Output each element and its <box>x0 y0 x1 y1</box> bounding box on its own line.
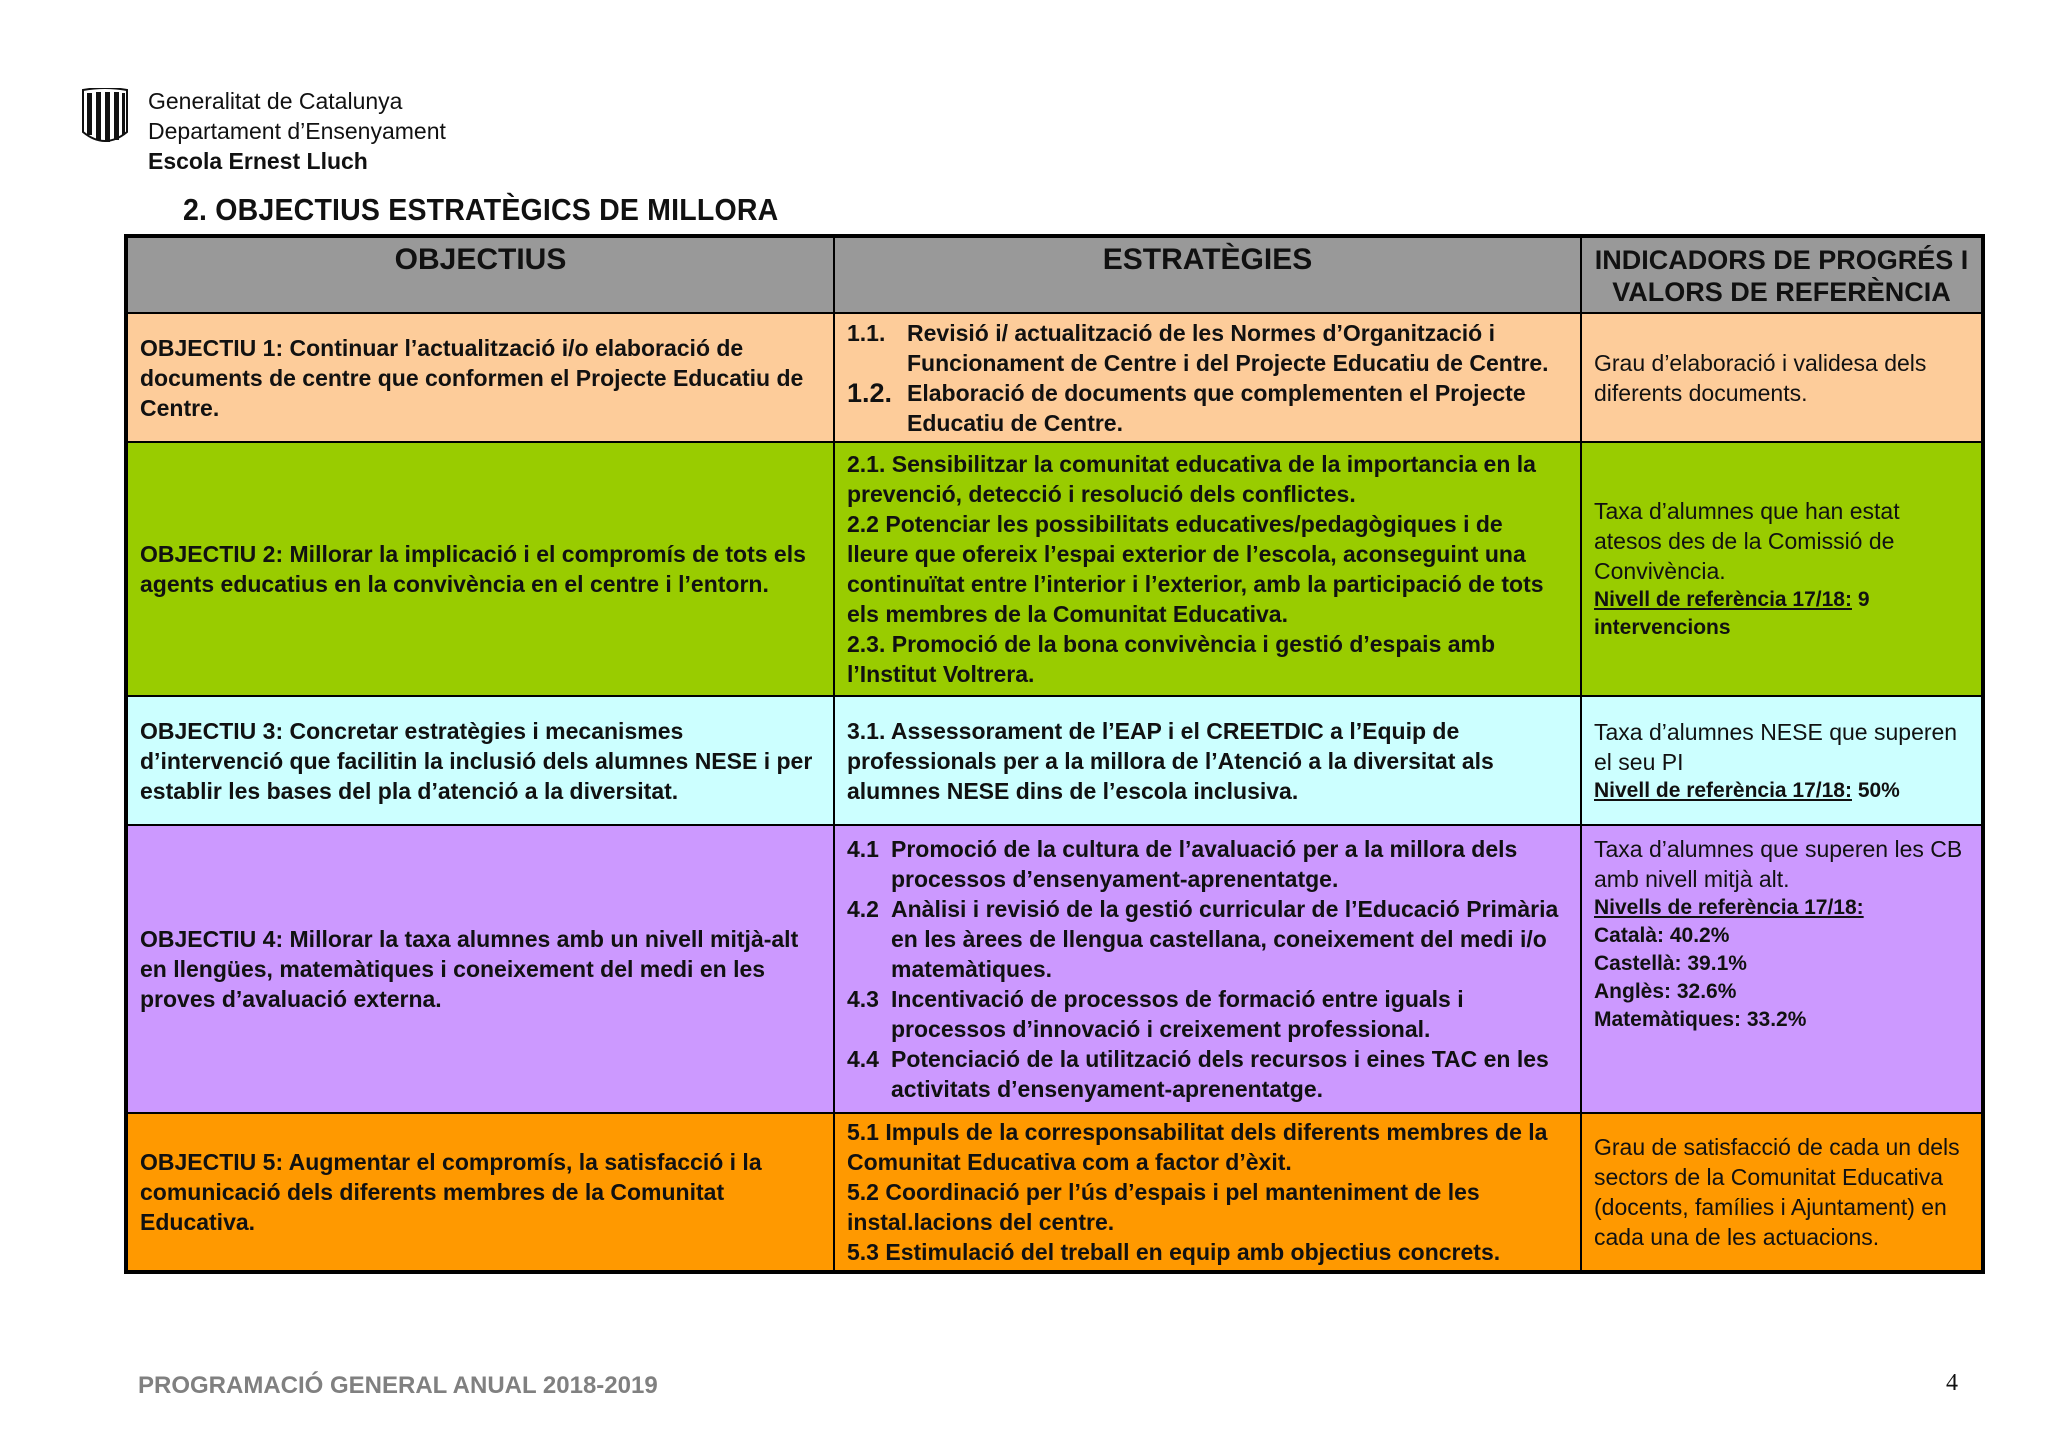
estrategies-cell <box>834 1113 1581 1272</box>
estrategia-text: Revisió i/ actualització de les Normes d’Organització i Funcionament de Centre i del Projecte Educatiu de Centre. <box>907 319 1549 376</box>
reference-level <box>1594 894 1969 922</box>
indicador-text: Grau de satisfacció de cada un dels sectors de la Comunitat Educativa (docents, famílies i Ajuntament) en cada una de les actuacions. <box>1594 1134 1960 1250</box>
reference-label: Nivells de referència 17/18: <box>1594 896 1864 919</box>
objectiu-cell: OBJECTIU 3: Concretar estratègies i mecanismes d’intervenció que facilitin la inclusió dels alumnes NESE i per establir les bases del pla d’atenció a la diversitat. <box>126 696 834 825</box>
reference-value-catala: Català: 40.2% <box>1594 924 1730 947</box>
indicador-cell <box>1581 313 1983 442</box>
estrategia-text: Incentivació de processos de formació entre iguals i processos d’innovació i creixement professional. <box>891 986 1464 1042</box>
generalitat-stripes-logo <box>80 88 130 146</box>
table-header-row <box>126 236 1983 313</box>
estrategia-item: 5.2 Coordinació per l’ús d’espais i pel manteniment de les instal.lacions del centre. <box>847 1179 1480 1235</box>
indicador-cell <box>1581 696 1983 825</box>
indicador-text: Taxa d’alumnes que superen les CB amb nivell mitjà alt. <box>1594 836 1963 892</box>
header-objectius: OBJECTIUS <box>126 236 834 313</box>
estrategies-cell <box>834 442 1581 696</box>
table-row <box>126 313 1983 442</box>
reference-value: 9 intervencions <box>1594 588 1870 639</box>
estrategies-cell <box>834 696 1581 825</box>
estrategia-item: 2.3. Promoció de la bona convivència i gestió d’espais amb l’Institut Voltrera. <box>847 631 1496 687</box>
estrategia-text: Promoció de la cultura de l’avaluació per a la millora dels processos d’ensenyament-aprenentatge. <box>891 836 1518 892</box>
indicador-text: Taxa d’alumnes que han estat atesos des de la Comissió de Convivència. <box>1594 498 1900 584</box>
reference-value-castella: Castellà: 39.1% <box>1594 952 1747 975</box>
estrategia-item <box>847 984 1568 1044</box>
estrategia-item: 5.1 Impuls de la corresponsabilitat dels diferents membres de la Comunitat Educativa com a factor d’èxit. <box>847 1119 1548 1175</box>
objectiu-cell: OBJECTIU 4: Millorar la taxa alumnes amb un nivell mitjà-alt en llengües, matemàtiques i coneixement del medi en les proves d’avaluació externa. <box>126 825 834 1113</box>
org-line-1: Generalitat de Catalunya <box>148 88 403 114</box>
estrategia-number: 1.1. <box>847 319 886 346</box>
estrategia-text: Potenciació de la utilització dels recursos i eines TAC en les activitats d’ensenyament-aprenentatge. <box>891 1046 1549 1102</box>
header-indicadors: INDICADORS DE PROGRÉS I VALORS DE REFERÈNCIA <box>1581 236 1983 313</box>
indicador-cell <box>1581 442 1983 696</box>
estrategia-item <box>847 894 1568 984</box>
estrategia-item <box>847 1044 1568 1104</box>
estrategia-item: 2.1. Sensibilitzar la comunitat educativa de la importancia en la prevenció, detecció i resolució dels conflictes. <box>847 451 1536 507</box>
indicador-cell <box>1581 1113 1983 1272</box>
estrategies-cell <box>834 825 1581 1113</box>
estrategia-item: 2.2 Potenciar les possibilitats educatives/pedagògiques i de lleure que ofereix l’espai exterior de l’escola, aconseguint una continuïtat entre l’interior i l’exterior, amb la participació de tots els membres de la Comunitat Educativa. <box>847 511 1544 627</box>
indicador-text: Taxa d’alumnes NESE que superen el seu PI <box>1594 718 1958 775</box>
objectiu-cell: OBJECTIU 5: Augmentar el compromís, la satisfacció i la comunicació dels diferents membres de la Comunitat Educativa. <box>126 1113 834 1272</box>
reference-label: Nivell de referència 17/18: <box>1594 588 1852 611</box>
reference-level <box>1594 777 1969 805</box>
estrategia-number: 4.4 <box>847 1046 879 1072</box>
page-number: 4 <box>1946 1370 1958 1396</box>
table-row <box>126 825 1983 1113</box>
footer-title: PROGRAMACIÓ GENERAL ANUAL 2018-2019 <box>138 1372 658 1399</box>
estrategia-item <box>847 318 1568 378</box>
estrategia-item: 5.3 Estimulació del treball en equip amb objectius concrets. <box>847 1239 1501 1265</box>
estrategia-number: 4.1 <box>847 836 879 862</box>
table-row <box>126 1113 1983 1272</box>
org-line-2: Departament d’Ensenyament <box>148 118 446 144</box>
table-row <box>126 442 1983 696</box>
reference-label: Nivell de referència 17/18: <box>1594 778 1852 802</box>
header-estrategies: ESTRATÈGIES <box>834 236 1581 313</box>
reference-value-angles: Anglès: 32.6% <box>1594 980 1737 1003</box>
estrategies-cell <box>834 313 1581 442</box>
estrategia-item <box>847 834 1568 894</box>
objectiu-cell: OBJECTIU 1: Continuar l’actualització i/o elaboració de documents de centre que conformen el Projecte Educatiu de Centre. <box>126 313 834 442</box>
estrategia-number: 1.2. <box>847 377 893 408</box>
estrategia-text: Anàlisi i revisió de la gestió curricular de l’Educació Primària en les àrees de llengua castellana, coneixement del medi i/o matemàtiques. <box>891 896 1559 982</box>
estrategia-item <box>847 378 1568 438</box>
section-title: 2. OBJECTIUS ESTRATÈGICS DE MILLORA <box>183 192 779 227</box>
estrategia-item: 3.1. Assessorament de l’EAP i el CREETDIC a l’Equip de professionals per a la millora de l’Atenció a la diversitat als alumnes NESE dins de l’escola inclusiva. <box>847 717 1494 804</box>
reference-value-matematiques: Matemàtiques: 33.2% <box>1594 1008 1807 1031</box>
school-name: Escola Ernest Lluch <box>148 148 368 174</box>
estrategia-text: Elaboració de documents que complementen el Projecte Educatiu de Centre. <box>907 379 1526 436</box>
indicador-cell <box>1581 825 1983 1113</box>
reference-value: 50% <box>1851 778 1900 802</box>
reference-level <box>1594 586 1969 642</box>
objectives-table <box>124 234 1985 1274</box>
estrategia-number: 4.3 <box>847 986 879 1012</box>
objectiu-cell: OBJECTIU 2: Millorar la implicació i el compromís de tots els agents educatius en la convivència en el centre i l’entorn. <box>126 442 834 696</box>
indicador-text: Grau d’elaboració i validesa dels diferents documents. <box>1594 349 1927 406</box>
table-row <box>126 696 1983 825</box>
estrategia-number: 4.2 <box>847 896 879 922</box>
